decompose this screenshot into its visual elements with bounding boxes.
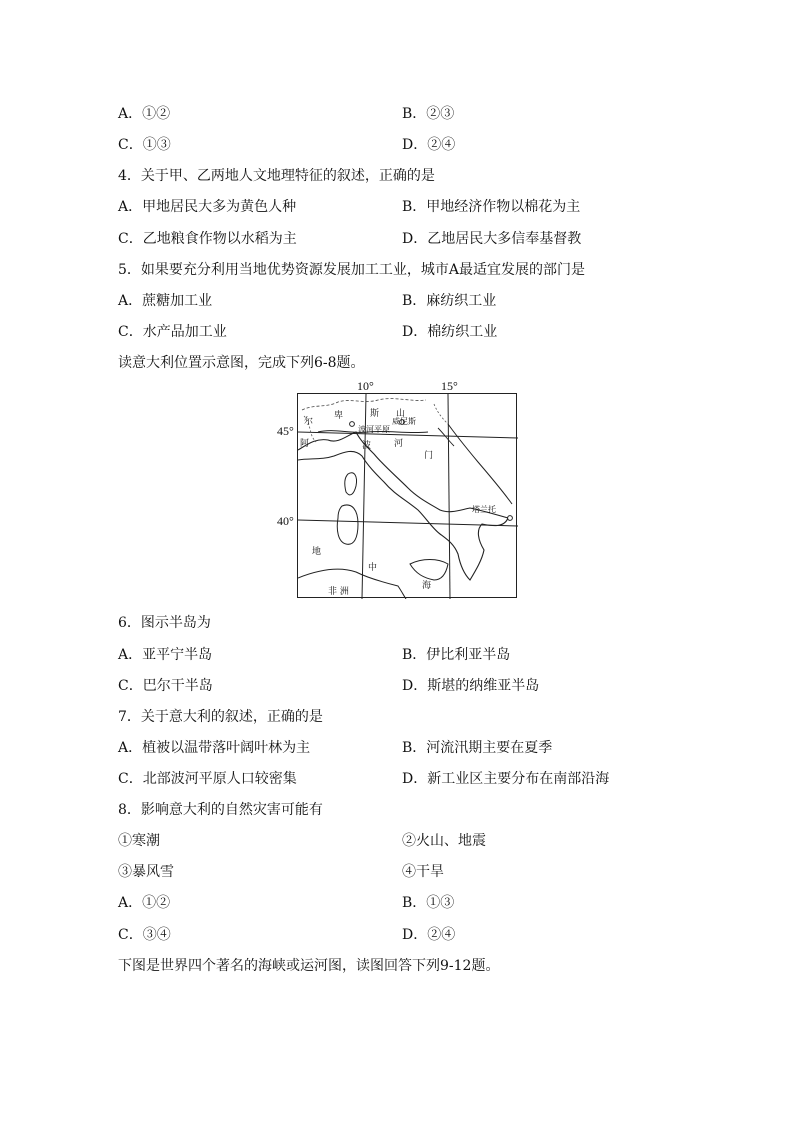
q8-option-a: A．①②: [118, 895, 171, 911]
map-label-africa: 非 洲: [328, 587, 349, 597]
q5-option-b: B．麻纺织工业: [402, 293, 497, 309]
map-label-venice: 威尼斯: [392, 417, 416, 426]
q7-stem: 7．关于意大利的叙述，正确的是: [118, 709, 323, 725]
italy-location-map: [297, 393, 517, 598]
istria-coast: [438, 428, 454, 446]
q3-option-d: D．②④: [402, 137, 456, 153]
adriatic-east-coast: [448, 424, 512, 504]
q4-option-a: A．甲地居民大多为黄色人种: [118, 199, 297, 215]
latitude-40-label: 40°: [277, 514, 294, 528]
map-label-zhong: 中: [368, 563, 378, 573]
map-label-er: 尔: [304, 417, 314, 427]
sardinia-outline: [337, 505, 358, 544]
q6-option-c: C．巴尔干半岛: [118, 678, 213, 694]
alps-ridge: [302, 399, 426, 410]
q4-option-d: D．乙地居民大多信奉基督教: [402, 231, 582, 247]
q8-item-4: ④干旱: [402, 864, 444, 880]
q5-stem: 5．如果要充分利用当地优势资源发展加工工业，城市A最适宜发展的部门是: [118, 262, 586, 278]
q4-stem: 4．关于甲、乙两地人文地理特征的叙述，正确的是: [118, 168, 435, 184]
q8-item-2: ②火山、地震: [402, 833, 486, 849]
q8-stem: 8．影响意大利的自然灾害可能有: [118, 802, 323, 818]
map-label-he: 河: [394, 439, 404, 449]
corsica-outline: [345, 473, 357, 495]
q8-option-c: C．③④: [118, 927, 171, 943]
africa-coast: [298, 569, 406, 599]
q4-option-b: B．甲地经济作物以棉花为主: [402, 199, 581, 215]
border-east: [434, 404, 448, 424]
map-label-men: 门: [424, 451, 434, 461]
latitude-45-label: 45°: [277, 424, 294, 438]
q4-option-c: C．乙地粮食作物以水稻为主: [118, 231, 297, 247]
q8-option-b: B．①③: [402, 895, 455, 911]
city-marker-taranto: [508, 516, 513, 521]
map-label-bo: 波: [362, 441, 372, 451]
map-label-si: 斯: [370, 409, 380, 419]
q6-option-d: D．斯堪的纳维亚半岛: [402, 678, 540, 694]
q7-option-a: A．植被以温带落叶阔叶林为主: [118, 740, 311, 756]
q7-option-b: B．河流汛期主要在夏季: [402, 740, 553, 756]
map-label-a: 阿: [300, 439, 310, 449]
q8-item-3: ③暴风雪: [118, 864, 174, 880]
q5-option-c: C．水产品加工业: [118, 324, 227, 340]
city-marker-milan: [350, 422, 355, 427]
q8-item-1: ①寒潮: [118, 833, 160, 849]
q5-option-a: A．蔗糖加工业: [118, 293, 213, 309]
q6-stem: 6．图示半岛为: [118, 615, 211, 631]
map-label-shan: 山: [396, 409, 406, 419]
q7-option-c: C．北部波河平原人口较密集: [118, 771, 297, 787]
q8-option-d: D．②④: [402, 927, 456, 943]
q6-option-a: A．亚平宁半岛: [118, 647, 213, 663]
q5-option-d: D．棉纺织工业: [402, 324, 498, 340]
map-label-po-plain: 波河平原: [358, 425, 390, 434]
q6-option-b: B．伊比利亚半岛: [402, 647, 511, 663]
q3-option-b: B．②③: [402, 106, 455, 122]
q7-option-d: D．新工业区主要分布在南部沿海: [402, 771, 610, 787]
longitude-15-label: 15°: [441, 379, 458, 393]
q3-option-a: A．①②: [118, 106, 171, 122]
longitude-10-label: 10°: [357, 379, 374, 393]
map-label-taranto: 塔兰托: [472, 505, 496, 514]
map-label-hai: 海: [422, 581, 432, 591]
sicily-outline: [410, 560, 448, 581]
q3-option-c: C．①③: [118, 137, 171, 153]
map-label-bei: 卑: [334, 411, 344, 421]
map-label-di: 地: [312, 547, 322, 557]
intro-9-12: 下图是世界四个著名的海峡或运河图，读图回答下列9-12题。: [118, 958, 500, 974]
intro-6-8: 读意大利位置示意图，完成下列6-8题。: [118, 355, 365, 371]
